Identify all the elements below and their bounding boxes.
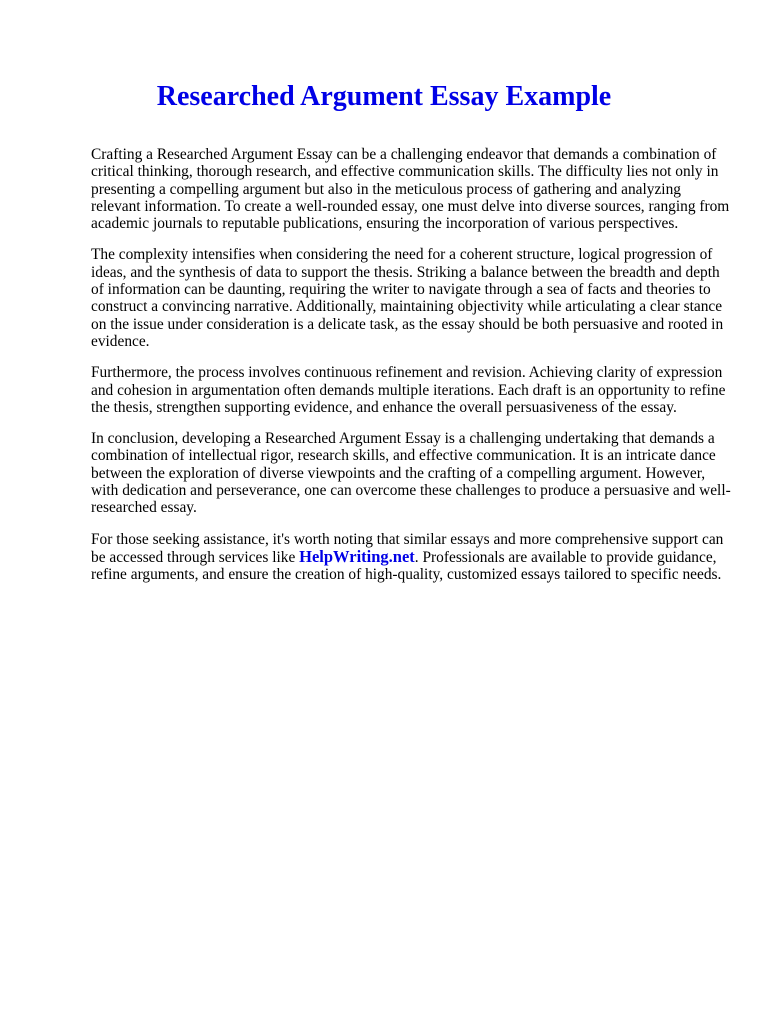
paragraph-5-after-link: . Professionals are available to provide guidance, refine arguments, and ensure the creation of high-quality, customized essays tailored to specific needs. [91, 548, 722, 584]
paragraph-5 [91, 531, 731, 584]
paragraph-3: Furthermore, the process involves continuous refinement and revision. Achieving clarity of expression and cohesion in argumentation often demands multiple iterations. Each draft is an opportunity to refine the thesis, strengthen supporting evidence, and enhance the overall persuasiveness of the essay. [91, 364, 726, 416]
helpwriting-link[interactable]: HelpWriting.net [299, 546, 415, 566]
paragraph-4: In conclusion, developing a Researched Argument Essay is a challenging undertaking that demands a combination of intellectual rigor, research skills, and effective communication. It is an intricate dance between the exploration of diverse viewpoints and the crafting of a compelling argument. However, with dedication and perseverance, one can overcome these challenges to produce a persuasive and well-researched essay. [91, 430, 731, 517]
document-title: Researched Argument Essay Example [156, 81, 612, 112]
paragraph-2: The complexity intensifies when considering the need for a coherent structure, logical progression of ideas, and the synthesis of data to support the thesis. Striking a balance between the breadth and depth of information can be daunting, requiring the writer to navigate through a sea of facts and theories to construct a convincing narrative. Additionally, maintaining objectivity while articulating a clear stance on the issue under consideration is a delicate task, as the essay should be both persuasive and rooted in evidence. [91, 246, 724, 350]
document-body [91, 146, 731, 598]
paragraph-1: Crafting a Researched Argument Essay can be a challenging endeavor that demands a combination of critical thinking, thorough research, and effective communication skills. The difficulty lies not only in presenting a compelling argument but also in the meticulous process of gathering and analyzing relevant information. To create a well-rounded essay, one must delve into diverse sources, ranging from academic journals to reputable publications, ensuring the incorporation of various perspectives. [91, 146, 730, 233]
paragraph-5-before-link: For those seeking assistance, it's worth noting that similar essays and more comprehensive support can be accessed through services like [91, 530, 724, 566]
